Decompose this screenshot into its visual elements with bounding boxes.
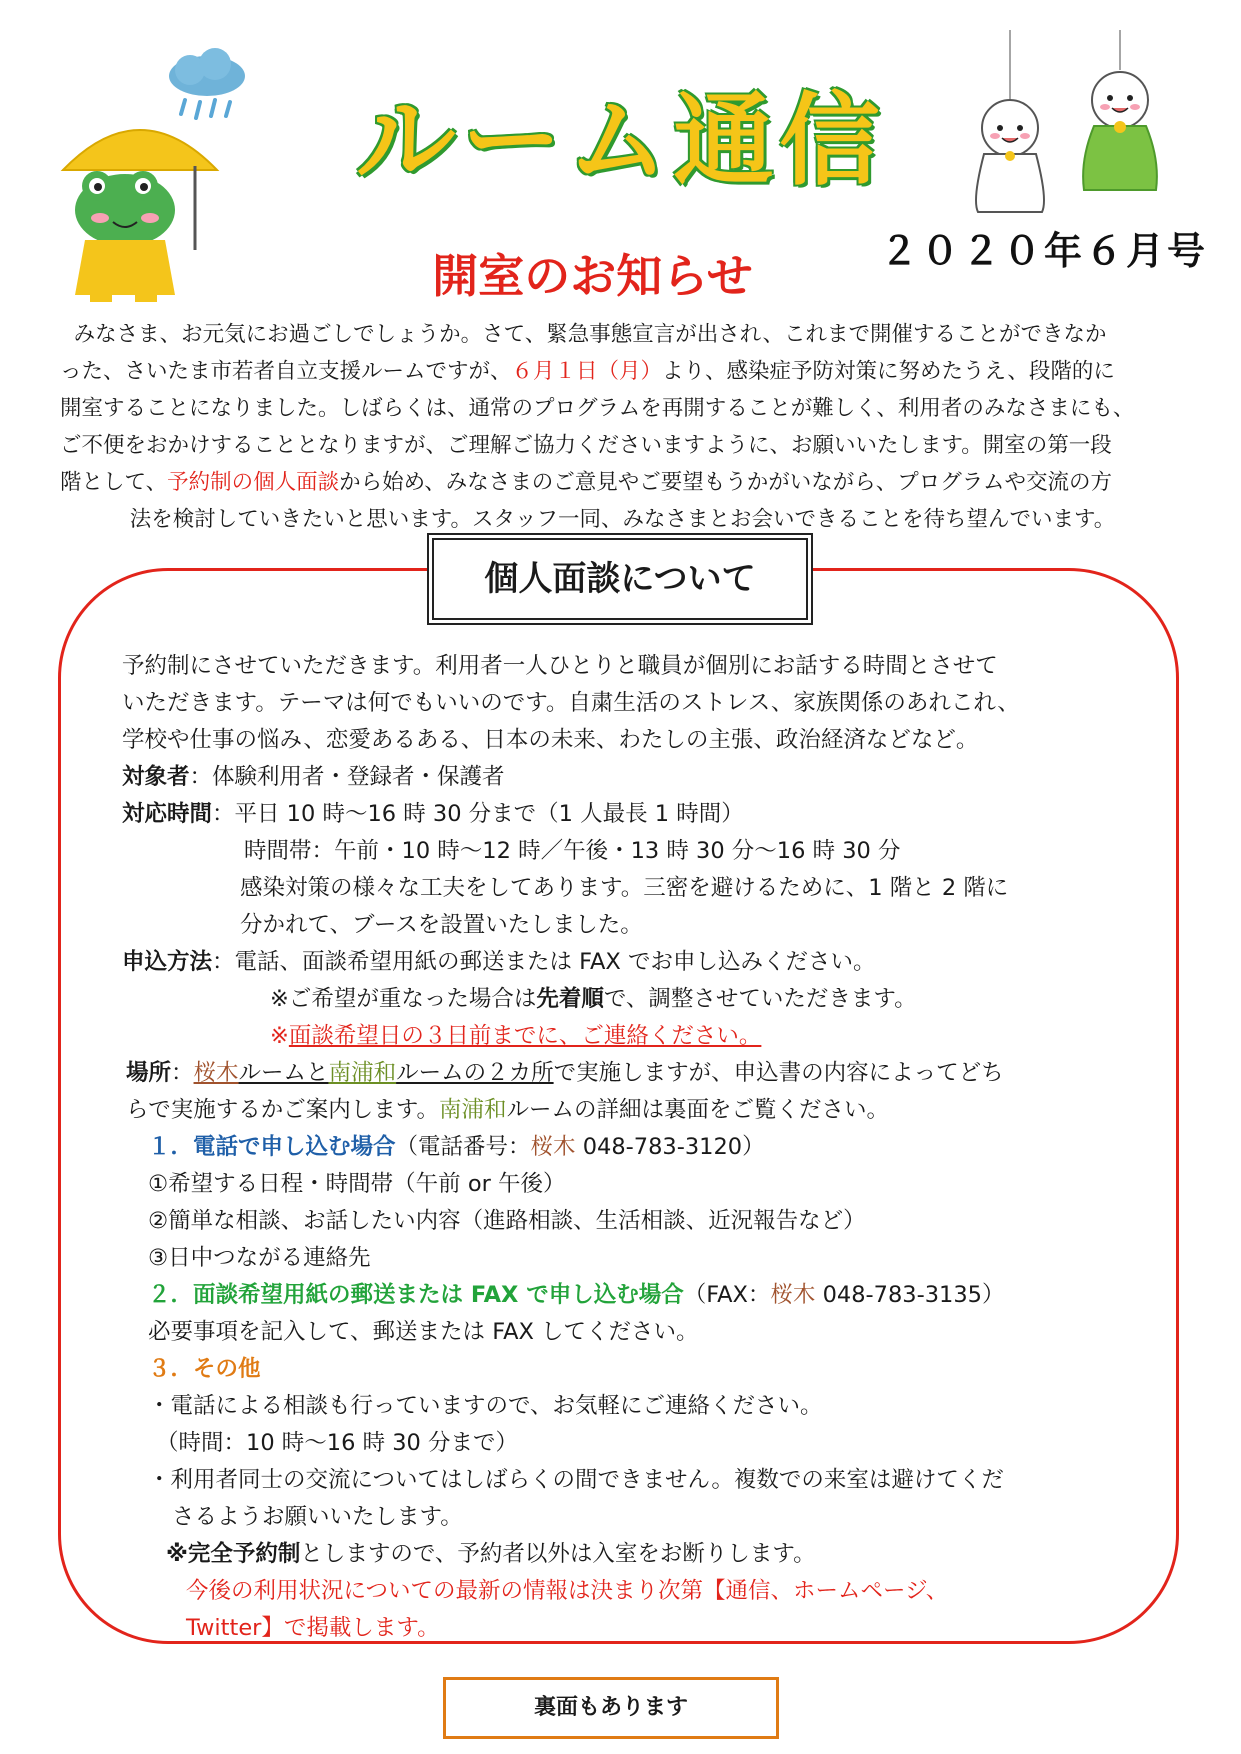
issue-date: ２０２０年６月号	[880, 229, 1209, 273]
list-item: （時間：10 時～16 時 30 分まで）	[156, 1430, 518, 1456]
back-page-notice: 裏面もあります	[443, 1677, 779, 1739]
intro-line: 階として、予約制の個人面談から始め、みなさまのご意見やご要望もうかがいながら、プログラムや交流の方	[60, 470, 1113, 495]
intro-line: 法を検討していきたいと思います。スタッフ一同、みなさまとお会いできることを待ち望んでいます。	[129, 507, 1116, 532]
other-section: ３．その他	[148, 1356, 261, 1382]
list-item: さるようお願いいたします。	[172, 1504, 463, 1530]
target-row: 対象者：体験利用者・登録者・保護者	[122, 764, 505, 790]
body-line: いただきます。テーマは何でもいいのです。自粛生活のストレス、家族関係のあれこれ、	[122, 690, 1020, 716]
list-item: ①希望する日程・時間帯（午前 or 午後）	[148, 1171, 566, 1197]
list-item: ②簡単な相談、お話したい内容（進路相談、生活相談、近況報告など）	[148, 1208, 866, 1234]
fax-section: ２．面談希望用紙の郵送または FAX で申し込む場合（FAX：桜木 048-783-3135）	[148, 1282, 1005, 1308]
intro-line: 開室することになりました。しばらくは、通常のプログラムを再開することが難しく、利用者のみなさまにも、	[60, 396, 1135, 421]
list-item: 必要事項を記入して、郵送または FAX してください。	[148, 1319, 699, 1345]
intro-line: った、さいたま市若者自立支援ルームですが、６月１日（月）より、感染症予防対策に努めたうえ、段階的に	[60, 359, 1115, 384]
intro-line: みなさま、お元気にお過ごしでしょうか。さて、緊急事態宣言が出され、これまで開催することができなか	[73, 322, 1107, 347]
list-item: ・利用者同士の交流についてはしばらくの間できません。複数での来室は避けてくだ	[148, 1467, 1004, 1493]
phone-section: １．電話で申し込む場合（電話番号：桜木 048-783-3120）	[148, 1134, 765, 1160]
intro-paragraph	[60, 316, 1185, 538]
interview-heading: 個人面談について	[432, 538, 808, 620]
body-line: 予約制にさせていただきます。利用者一人ひとりと職員が個別にお話する時間とさせて	[122, 653, 998, 679]
opening-date: ６月１日（月）	[511, 359, 663, 384]
update-note: Twitter】で掲載します。	[186, 1615, 440, 1641]
hours-row: 対応時間：平日 10 時～16 時 30 分まで（1 人最長 1 時間）	[122, 801, 744, 827]
update-note: 今後の利用状況についての最新の情報は決まり次第【通信、ホームページ、	[186, 1578, 949, 1604]
list-item: ・電話による相談も行っていますので、お気軽にご連絡ください。	[148, 1393, 823, 1419]
apply-deadline: ※面談希望日の３日前までに、ご連絡ください。	[270, 1023, 762, 1049]
hours-slots: 時間帯：午前・10 時～12 時／午後・13 時 30 分～16 時 30 分	[244, 838, 901, 864]
hours-note: 分かれて、ブースを設置いたしました。	[240, 912, 643, 938]
place-row-2: らで実施するかご案内します。南浦和ルームの詳細は裏面をご覧ください。	[126, 1097, 890, 1123]
intro-line: ご不便をおかけすることとなりますが、ご理解ご協力くださいますように、お願いいたします。開室の第一段	[60, 433, 1112, 458]
reservation-highlight: 予約制の個人面談	[167, 470, 340, 495]
reservation-note: ※完全予約制としますので、予約者以外は入室をお断りします。	[166, 1541, 816, 1567]
body-line: 学校や仕事の悩み、恋愛あるある、日本の未来、わたしの主張、政治経済などなど。	[122, 727, 979, 753]
place-row: 場所：桜木ルームと南浦和ルームの２カ所で実施しますが、申込書の内容によってどち	[126, 1060, 1004, 1086]
interview-body	[122, 648, 1122, 1647]
apply-row: 申込方法：電話、面談希望用紙の郵送または FAX でお申し込みください。	[122, 949, 876, 975]
newsletter-title: ルーム通信	[355, 82, 886, 199]
list-item: ③日中つながる連絡先	[148, 1245, 371, 1271]
notice-title: 開室のお知らせ	[432, 249, 753, 303]
hours-note: 感染対策の様々な工夫をしてあります。三密を避けるために、1 階と 2 階に	[240, 875, 1009, 901]
apply-note: ※ご希望が重なった場合は先着順で、調整させていただきます。	[270, 986, 917, 1012]
